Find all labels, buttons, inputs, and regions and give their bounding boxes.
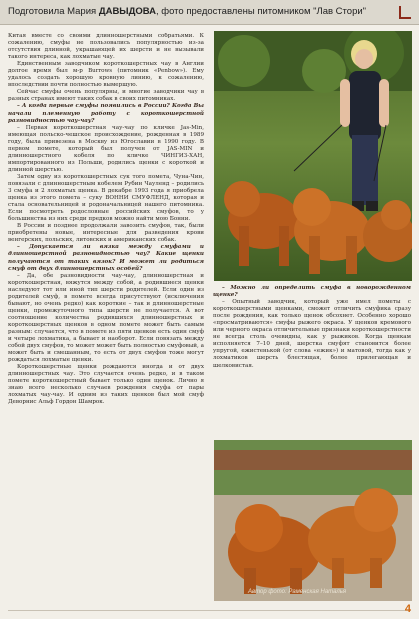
paragraph: Китая вместе со своими длинношерстными собратьями. К сожалению, смуфы не пользовались популярностью из-за отсутствия длинной, украшающей их шерсти и не вызывали такого интереса, как лохматые чау. <box>8 33 204 61</box>
right-text-column <box>213 285 411 435</box>
interview-question: – Можно ли определить смуфа в новорожденном щенке? <box>213 285 411 299</box>
corner-mark-icon <box>399 6 411 19</box>
footer-divider <box>8 610 411 611</box>
paragraph: Единственным заводчиком короткошерстных чау в Англии долгое время был м-р Burrows (питомник «Penbow»). Ему удалось создать хорошую кровную линию, к сожалению, впоследствии почти полностью вымершую. <box>8 61 204 89</box>
interview-question: – А когда первые смуфы появились в России? Когда Вы начали племенную работу с короткошерстной разновидностью чау-чау? <box>8 103 204 124</box>
paragraph: – Да, обе разновидности чау-чау, длинношерстная и короткошерстная, вяжутся между собой, а родившиеся щенки наследуют тот или иной тип шерсти родителей. Если один из родителей смуф, в помете всегда присутствуют (исключения бывают, но очень редко) как короткие – так и длинношерстные щенки, промежуточного типа шерсти не получается. А вот соотношение количества родившихся длинношерстных и короткошерстных щенков в одном помете может быть самым разным: случается, что в помете из пяти щенков есть один смуф и четыре лохматика, а бывает и наоборот. Если повязать между собой двух смуфов, то может может быть полностью смуфовый, а может быть и смешанным, то есть от двух смуфов тоже могут рождаться лохматые щенки. <box>8 272 204 364</box>
paragraph: Сейчас смуфы очень популярны, и многие заводчики чау в разных странах имеют таких собак в своих питомниках. <box>8 89 204 103</box>
photo-chow-chow <box>214 440 412 601</box>
page-number: 4 <box>404 603 411 615</box>
paragraph: Короткошерстные щенки рождаются иногда и от двух длинношерстных чау. Это случается очень редко, и в таком помете короткошерстный бывает только один щенок. Лично я знаю всего несколько случаев рождения смуфа от пары лохматых чау-чау. И одним из таких щенков был мой смуф Деворнис Альф Гордон Шамрок. <box>8 364 204 406</box>
paragraph: В России и позднее продолжали завозить смуфов, так, были приобретены новые, интересные для разведения крови венгерских, польских, литовских и американских собак. <box>8 223 204 244</box>
author-name: ДАВЫДОВА <box>98 6 157 17</box>
left-text-column <box>8 33 204 611</box>
interview-question: – Допускается ли вязка между смуфами и длинношерстной разновидностью чау? Какие щенки получаются от таких вязок? И может ли родиться смуф от двух длинношерстных особей? <box>8 244 204 272</box>
photo-credit: Автор фото: Раменская Наталья <box>248 589 347 595</box>
photo-woman-with-dogs <box>214 31 412 281</box>
paragraph: – Первая короткошерстная чау-чау по кличке Jas-Min, имеющая польско-чешское происхождение, рожденная в 1989 году, была привезена в Москву из Югославии в 1990 году. В первом помете, который был получен от JAS-MIN и длинношерстного кобеля по кличке ЧИНГИЗ-ХАН, импортированного из Польши, родились щенки с короткой и длинной шерстью. <box>8 124 204 173</box>
header-credit: Подготовила Мария ДАВЫДОВА, фото предоставлены питомником "Лав Стори" <box>8 6 367 17</box>
page-header <box>0 0 419 25</box>
paragraph: Затем одну из короткошерстных сук того помета, Чуна-Чин, повязали с длинношерстным кобелем Рубин Чауленд – родились 3 смуфа и 2 лохматых щенка. В декабре 1993 года я приобрела щенка из этого помета – суку ВОННИ СМУФЛЕНД, которая и стала основательницей и родоначальницей нашего питомника. Если посмотреть родословные российских смуфов, то у большинства из них среди предков можно найти мою Бонни. <box>8 173 204 223</box>
paragraph: – Опытный заводчик, который уже имел пометы с короткошерстными щенками, сможет отличить смуфика сразу после рождения, как только щенок обсохнет. Особенно хорошо «просматриваются» смуфы рыжего окраса. У щенков кремового или черного окраса отличительные признаки короткошерстности не всегда столь очевидны, как у рыжиков. Когда щенкам исполняется 7–10 дней, шерстка смуфят становится более упругой, ежистенькой (от слова «ежик») и матовой, тогда как у лохматиков шерсть блестящая, более прилегающая и шелковистая. <box>213 299 411 369</box>
